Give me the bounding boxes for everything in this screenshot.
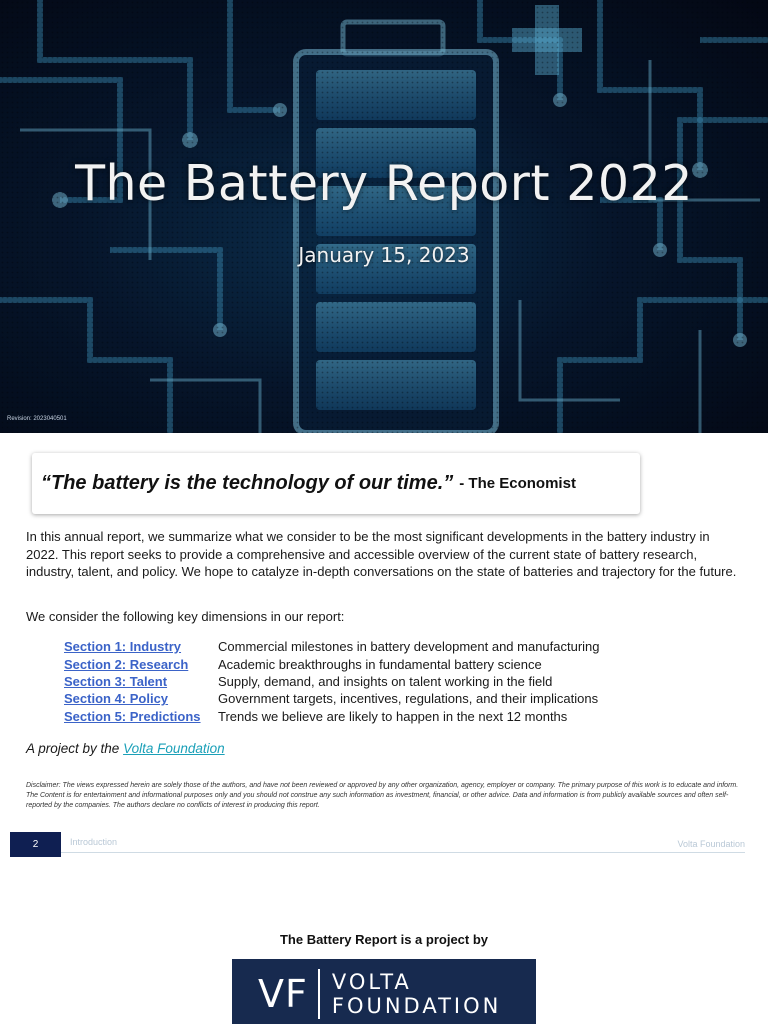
- footer-divider: [61, 852, 745, 853]
- footer-section-label: Introduction: [70, 837, 118, 847]
- hero-banner: [0, 0, 768, 433]
- quote-box: [32, 453, 640, 514]
- logo-divider: [318, 969, 320, 1019]
- section-4-description: Government targets, incentives, regulations, and their implications: [218, 691, 599, 707]
- volta-foundation-logo: [232, 959, 536, 1024]
- section-2-description: Academic breakthroughs in fundamental battery science: [218, 656, 542, 672]
- report-title: The Battery Report 2022: [75, 155, 693, 212]
- circuit-battery-illustration: [0, 0, 768, 433]
- report-date: January 15, 2023: [298, 243, 470, 267]
- logo-wordmark: [332, 970, 501, 1018]
- disclaimer: Disclaimer: The views expressed herein are solely those of the authors, and have not been reviewed or approved by any other organization, agency, employer or company. The primary purpose of this work is to educate and inform. The Content is for entertainment and informational purposes only and you should not construe any such information as investment, financial, or other advice. Data and information is from publicly available sources and often self-reported by the companies. The authors declare no conflicts of interest in producing this report.: [26, 782, 739, 809]
- section-row: [64, 690, 600, 707]
- quote-text: “The battery is the technology of our time.”: [41, 472, 454, 494]
- section-3-description: Supply, demand, and insights on talent working in the field: [218, 673, 553, 689]
- section-list: [64, 638, 600, 725]
- section-row: [64, 655, 600, 672]
- footer-org-label: Volta Foundation: [677, 839, 745, 849]
- section-4-link[interactable]: Section 4: Policy: [64, 691, 169, 707]
- section-row: [64, 673, 600, 690]
- intro-paragraph: In this annual report, we summarize what we consider to be the most significant developments in the battery industry in 2022. This report seeks to provide a comprehensive and accessible overview of the current state of battery research, industry, talent, and policy. We hope to catalyze in-depth conversations on the state of batteries and trajectory for the future.: [26, 529, 737, 580]
- revision-label: Revision: 2023040501: [7, 416, 67, 422]
- dimensions-lead: We consider the following key dimensions in our report:: [26, 609, 345, 624]
- logo-mark: VF: [258, 972, 308, 1016]
- section-5-link[interactable]: Section 5: Predictions: [64, 708, 201, 724]
- section-3-link[interactable]: Section 3: Talent: [64, 673, 168, 689]
- section-row: [64, 638, 600, 655]
- page-number-badge: 2: [10, 832, 61, 857]
- section-1-description: Commercial milestones in battery development and manufacturing: [218, 639, 600, 655]
- next-page-title: The Battery Report is a project by: [279, 932, 489, 947]
- section-5-description: Trends we believe are likely to happen in the next 12 months: [218, 708, 568, 724]
- section-1-link[interactable]: Section 1: Industry: [64, 639, 182, 655]
- quote-attribution: - The Economist: [459, 475, 576, 492]
- section-row: [64, 708, 600, 725]
- logo-line-2: FOUNDATION: [331, 994, 502, 1018]
- project-credit-prefix: A project by the: [26, 741, 124, 756]
- volta-foundation-link[interactable]: Volta Foundation: [123, 741, 225, 756]
- section-2-link[interactable]: Section 2: Research: [64, 656, 189, 672]
- project-credit: [26, 741, 225, 756]
- logo-line-1: VOLTA: [331, 970, 412, 994]
